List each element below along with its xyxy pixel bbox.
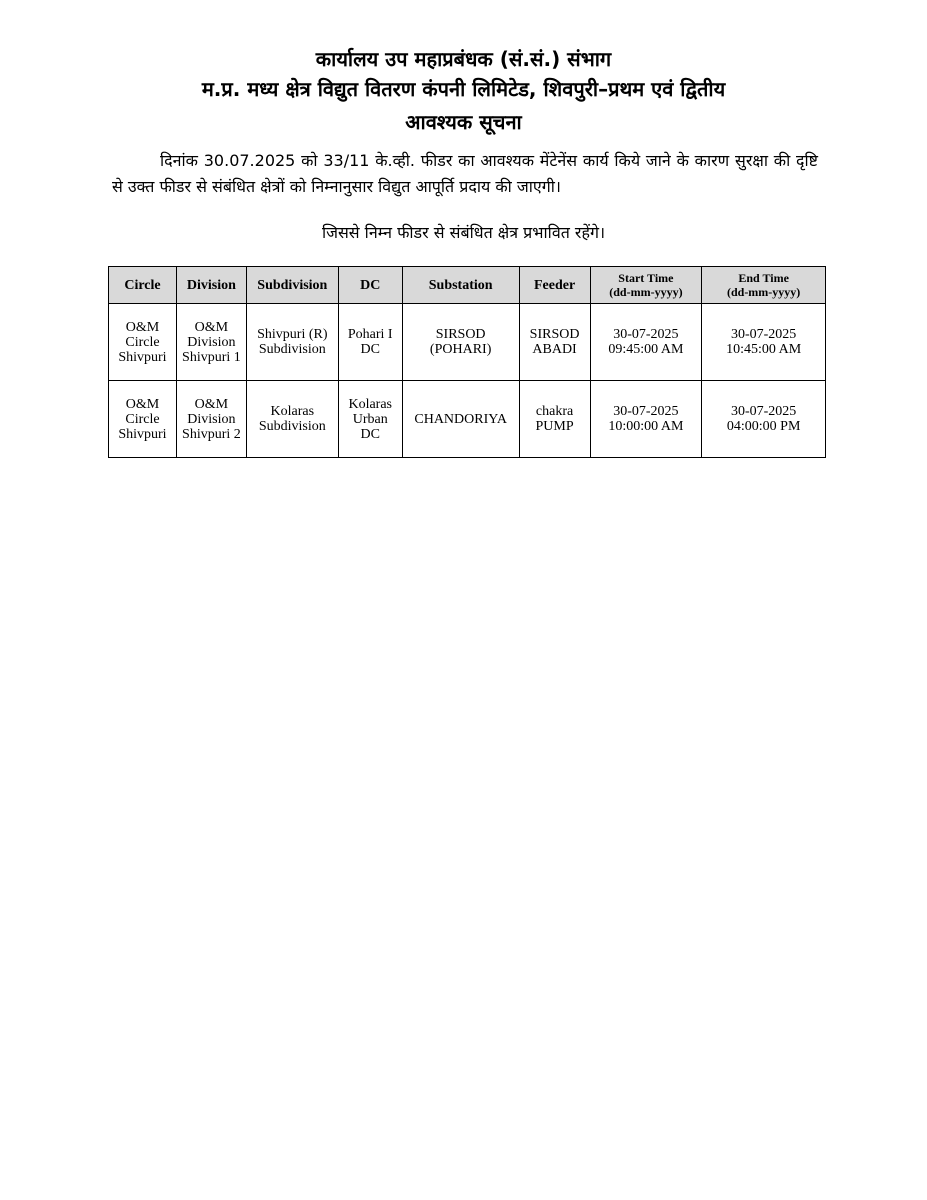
notice-paragraph: दिनांक 30.07.2025 को 33/11 के.व्ही. फीडर का आवश्यक मेंटेनेंस कार्य किये जाने के कारण सुरक्षा की दृष्टि से उक्त फीडर से संबंधित क्षेत्रों को निम्नानुसार विद्युत आपूर्ति प्रदाय की जाएगी। (112, 151, 818, 196)
header-start-time-format: (dd-mm-yyyy) (609, 285, 683, 299)
cell-start-time (590, 381, 702, 458)
start-clock: 10:00:00 AM (608, 419, 684, 434)
cell-end-time (702, 381, 826, 458)
end-clock: 04:00:00 PM (726, 419, 801, 434)
header-end-time-label: End Time (738, 271, 789, 285)
document-header (0, 44, 927, 140)
cell-subdivision: Shivpuri (R) Subdivision (246, 304, 338, 381)
cell-end-time (702, 304, 826, 381)
header-substation: Substation (402, 267, 519, 304)
start-clock: 09:45:00 AM (608, 342, 684, 357)
cell-dc: Kolaras Urban DC (338, 381, 402, 458)
shutdown-schedule-table (108, 266, 826, 458)
header-start-time (590, 267, 702, 304)
header-division: Division (176, 267, 246, 304)
cell-start-time (590, 304, 702, 381)
header-start-time-label: Start Time (618, 271, 674, 285)
office-title: कार्यालय उप महाप्रबंधक (सं.सं.) संभाग (315, 47, 612, 71)
start-date: 30-07-2025 (613, 327, 679, 342)
affected-note: जिससे निम्न फीडर से संबंधित क्षेत्र प्रभावित रहेंगे। (321, 223, 606, 242)
cell-dc: Pohari I DC (338, 304, 402, 381)
cell-feeder: SIRSOD ABADI (519, 304, 590, 381)
company-title: म.प्र. मध्य क्षेत्र विद्युत वितरण कंपनी लिमिटेड, शिवपुरी–प्रथम एवं द्वितीय (201, 77, 726, 101)
cell-circle: O&M Circle Shivpuri (109, 304, 177, 381)
notice-title: आवश्यक सूचना (405, 110, 522, 134)
table-header-row (109, 267, 826, 304)
end-clock: 10:45:00 AM (726, 342, 802, 357)
end-date: 30-07-2025 (730, 327, 797, 342)
header-dc: DC (338, 267, 402, 304)
header-end-time-format: (dd-mm-yyyy) (726, 285, 801, 299)
cell-feeder: chakra PUMP (519, 381, 590, 458)
start-date: 30-07-2025 (613, 404, 679, 419)
cell-substation: CHANDORIYA (402, 381, 519, 458)
table-row (109, 304, 826, 381)
end-date: 30-07-2025 (730, 404, 797, 419)
table-row (109, 381, 826, 458)
header-end-time (702, 267, 826, 304)
cell-subdivision: Kolaras Subdivision (246, 381, 338, 458)
cell-division: O&M Division Shivpuri 2 (176, 381, 246, 458)
header-feeder: Feeder (519, 267, 590, 304)
cell-circle: O&M Circle Shivpuri (109, 381, 177, 458)
cell-substation: SIRSOD (POHARI) (402, 304, 519, 381)
header-circle: Circle (109, 267, 177, 304)
header-subdivision: Subdivision (246, 267, 338, 304)
cell-division: O&M Division Shivpuri 1 (176, 304, 246, 381)
